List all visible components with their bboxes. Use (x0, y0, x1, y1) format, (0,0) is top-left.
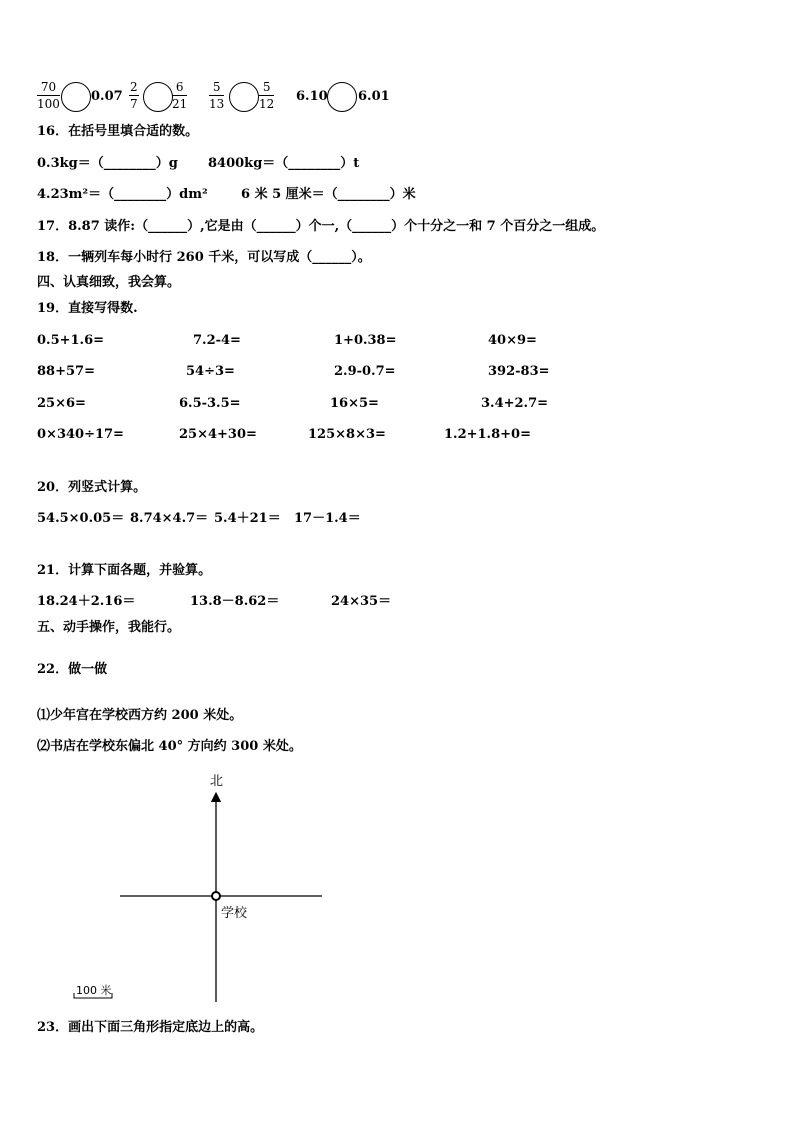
calc-item: 125×8×3= (308, 427, 386, 442)
q22-instruction-2: ⑵书店在学校东偏北 40° 方向约 300 米处。 (37, 739, 302, 754)
calc-item: 3.4+2.7= (481, 396, 549, 411)
calc-item: 25×4+30= (179, 427, 257, 442)
question-18: 18．一辆列车每小时行 260 千米，可以写成（______）。 (37, 250, 371, 265)
vertical-calc-item: 8.74×4.7＝ (130, 511, 209, 526)
numerator: 5 (262, 80, 271, 94)
denominator: 12 (259, 97, 275, 111)
numerator: 6 (175, 80, 184, 94)
denominator: 13 (209, 97, 225, 111)
calc-item: 392-83= (488, 364, 550, 379)
denominator: 7 (130, 97, 138, 111)
calc-item: 6.5-3.5= (179, 396, 241, 411)
scale-label: 100 米 (76, 984, 112, 997)
numerator: 5 (212, 80, 221, 94)
denominator: 21 (172, 97, 188, 111)
question-20-title: 20．列竖式计算。 (37, 480, 147, 495)
question-23: 23．画出下面三角形指定底边上的高。 (37, 1020, 264, 1035)
numerator: 70 (40, 80, 57, 94)
q22-instruction-1: ⑴少年宫在学校西方约 200 米处。 (37, 708, 243, 723)
question-21-title: 21．计算下面各题，并验算。 (37, 563, 212, 578)
school-point (212, 892, 220, 900)
denominator: 100 (37, 97, 60, 111)
section-4-heading: 四、认真细致，我会算。 (37, 275, 181, 290)
question-22-title: 22．做一做 (37, 662, 108, 677)
verify-calc-item: 13.8－8.62＝ (190, 594, 280, 609)
q16-item-kg-t: 8400kg＝（________）t (208, 156, 360, 171)
calc-item: 88+57= (37, 364, 95, 379)
calc-item: 7.2-4= (193, 333, 241, 348)
calc-item: 40×9= (488, 333, 537, 348)
calc-item: 1.2+1.8+0= (444, 427, 531, 442)
calc-item: 25×6= (37, 396, 86, 411)
vertical-calc-item: 5.4＋21＝ (214, 511, 281, 526)
q16-item-m2-dm2: 4.23m²＝（________）dm² (37, 187, 208, 202)
calc-item: 1+0.38= (334, 333, 397, 348)
calc-item: 54÷3= (186, 364, 235, 379)
q16-item-kg-g: 0.3kg＝（________）g (37, 156, 178, 171)
question-19-title: 19．直接写得数. (37, 301, 138, 316)
calc-item: 0.5+1.6= (37, 333, 105, 348)
north-label: 北 (210, 774, 224, 789)
verify-calc-item: 24×35＝ (331, 594, 392, 609)
vertical-calc-item: 54.5×0.05＝ (37, 511, 125, 526)
school-label: 学校 (221, 906, 248, 921)
q16-item-m-cm: 6 米 5 厘米＝（________）米 (241, 187, 416, 202)
question-16-title: 16．在括号里填合适的数。 (37, 124, 199, 139)
calc-item: 0×340÷17= (37, 427, 124, 442)
calc-item: 2.9-0.7= (334, 364, 396, 379)
compare-value: 6.10 (296, 89, 328, 104)
calc-item: 16×5= (330, 396, 379, 411)
vertical-calc-item: 17－1.4＝ (294, 511, 361, 526)
section-5-heading: 五、动手操作，我能行。 (37, 620, 181, 635)
numerator: 2 (130, 80, 138, 94)
compare-value: 0.07 (91, 89, 123, 104)
question-17: 17．8.87 读作:（______）,它是由（______）个一,（______）个十分之一和 7 个百分之一组成。 (37, 219, 605, 234)
verify-calc-item: 18.24＋2.16＝ (37, 594, 136, 609)
compare-value: 6.01 (358, 89, 390, 104)
